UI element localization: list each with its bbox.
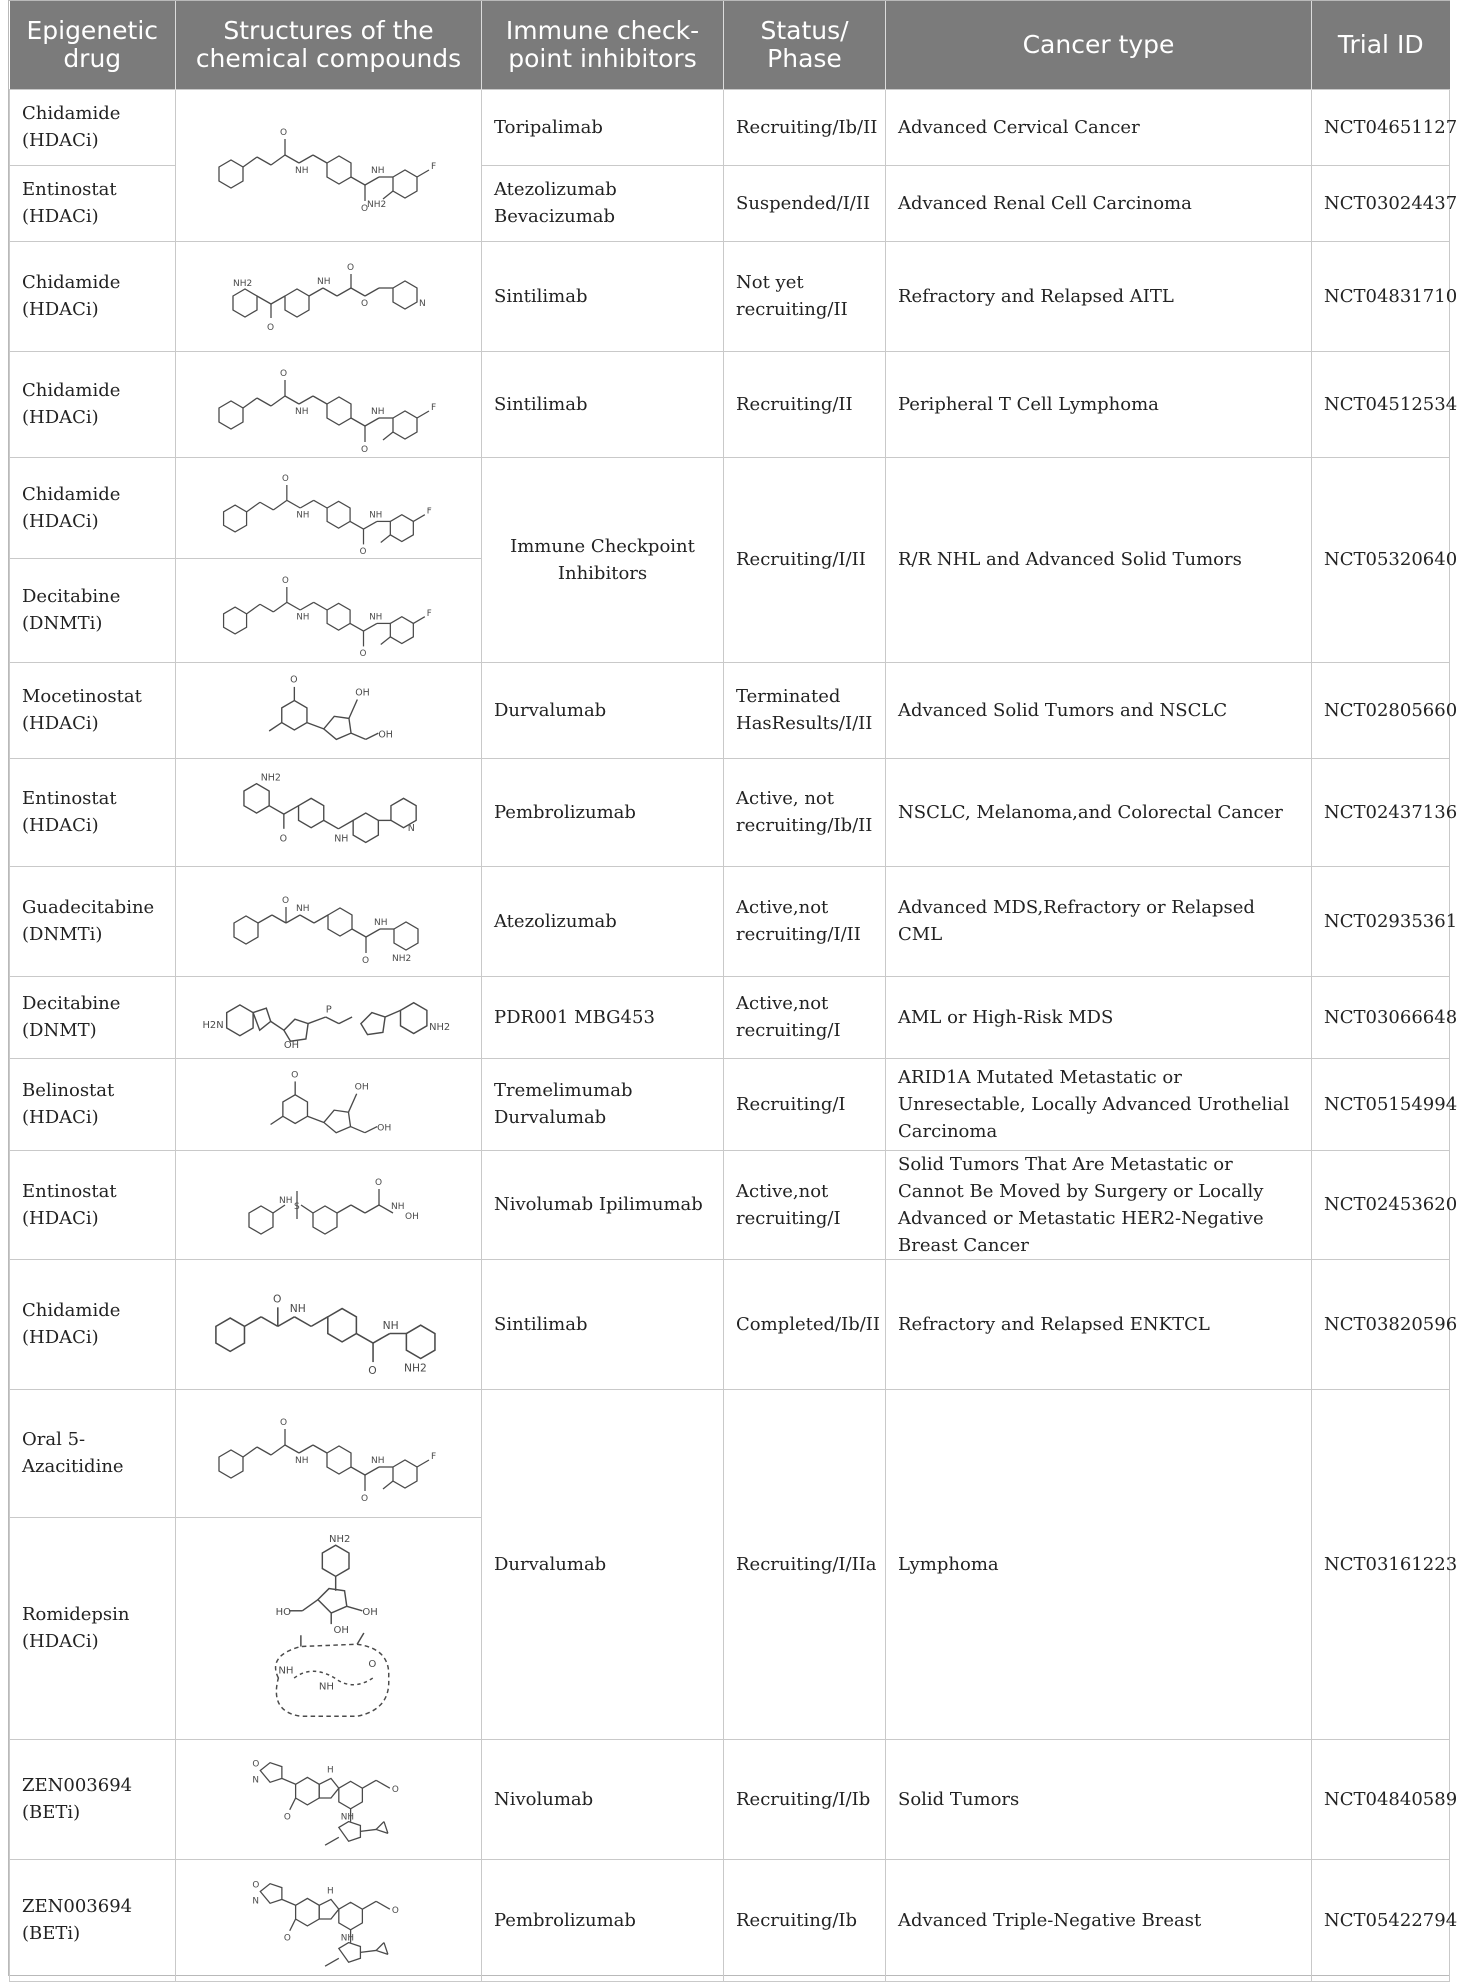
- table-row: [10, 976, 1450, 1058]
- structure-cell: [176, 866, 482, 976]
- table-row: [10, 241, 1450, 351]
- belinostat-structure-icon: [254, 1063, 404, 1145]
- table-row: [10, 758, 1450, 866]
- romidepsin-macrocycle-structure-icon: [244, 1633, 414, 1723]
- trial-id-cell: NCT02935361: [1312, 866, 1450, 976]
- svg-text:O: O: [360, 204, 368, 214]
- svg-text:O: O: [359, 649, 366, 659]
- svg-text:NH: NH: [368, 612, 382, 623]
- drug-cell: Romidepsin (HDACi): [10, 1517, 176, 1739]
- trial-id-cell: NCT05154994: [1312, 1058, 1450, 1150]
- svg-text:NH: NH: [294, 1456, 308, 1466]
- status-cell: Completed/Ib/II: [724, 1259, 886, 1389]
- trial-id-cell: NCT05422794: [1312, 1859, 1450, 1981]
- structure-cell: [176, 976, 482, 1058]
- structure-cell: [176, 241, 482, 351]
- drug-cell: Decitabine (DNMTi): [10, 558, 176, 662]
- trial-id-cell: NCT04512534: [1312, 351, 1450, 457]
- svg-text:NH: NH: [340, 1812, 354, 1823]
- drug-cell: Decitabine (DNMT): [10, 976, 176, 1058]
- trial-id-cell: NCT03066648: [1312, 976, 1450, 1058]
- structure-cell: [176, 558, 482, 662]
- drug-cell: Guadecitabine (DNMTi): [10, 866, 176, 976]
- drug-cell: Chidamide (HDACi): [10, 1259, 176, 1389]
- status-cell: Active,not recruiting/I: [724, 976, 886, 1058]
- status-cell: Recruiting/Ib/II: [724, 89, 886, 165]
- table-row: [10, 1389, 1450, 1517]
- status-cell: Active,not recruiting/I/II: [724, 866, 886, 976]
- header-status-phase: Status/ Phase: [724, 1, 886, 89]
- structure-cell: [176, 89, 482, 241]
- entinostat-structure-icon: [229, 1163, 429, 1247]
- icis-cell: Pembrolizumab: [482, 1859, 724, 1981]
- icis-cell: Pembrolizumab: [482, 758, 724, 866]
- svg-text:OH: OH: [283, 1039, 299, 1051]
- drug-cell: Chidamide (HDACi): [10, 351, 176, 457]
- svg-text:F: F: [426, 608, 432, 619]
- svg-text:NH: NH: [340, 1933, 354, 1944]
- icis-cell: Sintilimab: [482, 241, 724, 351]
- structure-cell: [176, 1150, 482, 1259]
- svg-text:F: F: [430, 403, 436, 413]
- icis-cell: Durvalumab: [482, 1389, 724, 1739]
- cancer-cell: Peripheral T Cell Lymphoma: [886, 351, 1312, 457]
- svg-text:O: O: [281, 473, 289, 484]
- status-cell: Recruiting/II: [724, 351, 886, 457]
- svg-text:F: F: [426, 506, 432, 517]
- svg-text:N: N: [407, 822, 415, 834]
- svg-text:F: F: [430, 162, 436, 172]
- drug-cell: Belinostat (HDACi): [10, 1058, 176, 1150]
- svg-text:OH: OH: [332, 1625, 349, 1636]
- drug-cell: Entinostat (HDACi): [10, 758, 176, 866]
- svg-text:H: H: [326, 1765, 334, 1776]
- svg-text:NH2: NH2: [391, 954, 411, 964]
- zen003694-structure-icon: [229, 1866, 429, 1974]
- svg-text:NH: NH: [333, 833, 348, 845]
- svg-text:O: O: [279, 833, 287, 845]
- drug-cell: Entinostat (HDACi): [10, 1150, 176, 1259]
- drug-cell: Chidamide (HDACi): [10, 457, 176, 558]
- status-cell: Recruiting/I/Ib: [724, 1739, 886, 1859]
- cancer-cell: R/R NHL and Advanced Solid Tumors: [886, 457, 1312, 662]
- status-cell: Recruiting/I/IIa: [724, 1389, 886, 1739]
- svg-text:O: O: [367, 1658, 376, 1670]
- trial-id-cell: NCT03820596: [1312, 1259, 1450, 1389]
- clinical-trials-table: [9, 1, 1458, 1982]
- trial-id-cell: NCT05320640: [1312, 457, 1450, 662]
- mocetinostat-structure-icon: [254, 668, 404, 752]
- cancer-cell: Lymphoma: [886, 1389, 1312, 1739]
- trial-id-cell: NCT04651127: [1312, 89, 1450, 165]
- svg-text:NH2: NH2: [328, 1533, 350, 1545]
- svg-text:O: O: [346, 263, 354, 273]
- azacitidine-structure-icon: [209, 1405, 449, 1504]
- svg-text:NH: NH: [295, 612, 309, 623]
- svg-text:O: O: [281, 896, 289, 906]
- svg-text:O: O: [289, 674, 298, 686]
- svg-text:N: N: [251, 1775, 259, 1786]
- structure-cell: [176, 662, 482, 758]
- trial-id-cell: NCT03024437: [1312, 165, 1450, 241]
- drug-cell: Chidamide (HDACi): [10, 89, 176, 165]
- drug-cell: Oral 5-Azacitidine: [10, 1389, 176, 1517]
- svg-text:OH: OH: [376, 1122, 391, 1134]
- svg-text:NH: NH: [294, 407, 308, 417]
- svg-text:N: N: [418, 299, 426, 309]
- icis-cell: Sintilimab: [482, 351, 724, 457]
- svg-text:O: O: [266, 323, 274, 333]
- svg-text:O: O: [367, 1364, 377, 1377]
- svg-text:O: O: [279, 1418, 287, 1428]
- table-row: [10, 1739, 1450, 1859]
- status-cell: Suspended/I/II: [724, 165, 886, 241]
- icis-cell: Atezolizumab: [482, 866, 724, 976]
- svg-text:P: P: [325, 1004, 332, 1016]
- svg-text:OH: OH: [404, 1211, 419, 1222]
- svg-text:H2N: H2N: [202, 1020, 224, 1031]
- cancer-cell: Refractory and Relapsed AITL: [886, 241, 1312, 351]
- header-epigenetic-drug: Epigenetic drug: [10, 1, 176, 89]
- cancer-cell: Solid Tumors: [886, 1739, 1312, 1859]
- entinostat-structure-icon: [229, 770, 429, 854]
- icis-cell: Toripalimab: [482, 89, 724, 165]
- svg-text:O: O: [391, 1785, 399, 1796]
- svg-text:O: O: [290, 1069, 298, 1081]
- svg-text:O: O: [360, 1494, 368, 1504]
- structure-cell: [176, 1739, 482, 1859]
- drug-cell: Chidamide (HDACi): [10, 241, 176, 351]
- status-cell: Recruiting/I/II: [724, 457, 886, 662]
- cancer-cell: AML or High-Risk MDS: [886, 976, 1312, 1058]
- status-cell: Active,not recruiting/I: [724, 1150, 886, 1259]
- svg-text:OH: OH: [354, 687, 370, 699]
- status-cell: Active, not recruiting/Ib/II: [724, 758, 886, 866]
- svg-text:O: O: [251, 1759, 259, 1770]
- structure-cell: [176, 1389, 482, 1517]
- svg-text:O: O: [374, 1177, 382, 1188]
- status-cell: Not yet recruiting/II: [724, 241, 886, 351]
- chidamide-structure-icon: [209, 462, 449, 557]
- cancer-cell: Advanced MDS,Refractory or Relapsed CML: [886, 866, 1312, 976]
- svg-text:O: O: [391, 1906, 399, 1917]
- header-cancer-type: Cancer type: [886, 1, 1312, 89]
- table-row: [10, 866, 1450, 976]
- svg-text:NH: NH: [390, 1201, 404, 1212]
- structure-cell: [176, 1859, 482, 1981]
- header-structures: Structures of the chemical compounds: [176, 1, 482, 89]
- table-row: [10, 1859, 1450, 1981]
- trial-id-cell: NCT03161223: [1312, 1389, 1450, 1739]
- svg-text:F: F: [430, 1452, 436, 1462]
- svg-text:O: O: [283, 1812, 291, 1823]
- drug-cell: ZEN003694 (BETi): [10, 1859, 176, 1981]
- table-row: [10, 457, 1450, 558]
- svg-text:O: O: [251, 1880, 259, 1891]
- structure-cell: [176, 1259, 482, 1389]
- svg-text:O: O: [283, 1933, 291, 1944]
- clinical-trials-table-frame: [8, 0, 1458, 1976]
- svg-text:OH: OH: [354, 1081, 369, 1093]
- svg-text:NH2: NH2: [232, 279, 252, 289]
- chidamide-structure-icon: [209, 356, 449, 455]
- svg-text:NH: NH: [278, 1195, 292, 1206]
- svg-text:NH: NH: [295, 904, 309, 914]
- svg-text:O: O: [272, 1292, 281, 1306]
- cancer-cell: Solid Tumors That Are Metastatic or Cannot Be Moved by Surgery or Locally Advanced or Metastatic HER2-Negative Breast Cancer: [886, 1150, 1312, 1259]
- svg-text:S: S: [293, 1201, 300, 1212]
- trial-id-cell: NCT04840589: [1312, 1739, 1450, 1859]
- chidamide-structure-icon: [209, 115, 449, 215]
- drug-cell: ZEN003694 (BETi): [10, 1739, 176, 1859]
- svg-text:H: H: [326, 1886, 334, 1897]
- icis-cell: Nivolumab: [482, 1739, 724, 1859]
- decitabine-structure-icon: [209, 564, 449, 659]
- structure-cell: [176, 457, 482, 558]
- svg-text:O: O: [360, 299, 368, 309]
- icis-cell: PDR001 MBG453: [482, 976, 724, 1058]
- svg-text:HO: HO: [275, 1607, 291, 1619]
- svg-text:O: O: [279, 369, 287, 379]
- cancer-cell: Advanced Cervical Cancer: [886, 89, 1312, 165]
- svg-text:NH: NH: [370, 407, 384, 417]
- drug-cell: Mocetinostat (HDACi): [10, 662, 176, 758]
- icis-cell: Tremelimumab Durvalumab: [482, 1058, 724, 1150]
- svg-text:NH: NH: [370, 166, 384, 176]
- cancer-cell: Refractory and Relapsed ENKTCL: [886, 1259, 1312, 1389]
- structure-cell: [176, 351, 482, 457]
- svg-text:NH: NH: [373, 918, 387, 928]
- icis-cell: Sintilimab: [482, 1259, 724, 1389]
- structure-cell: [176, 1058, 482, 1150]
- table-row: [10, 1058, 1450, 1150]
- table-row: [10, 89, 1450, 165]
- svg-text:NH2: NH2: [366, 200, 386, 210]
- decitabine-structure-icon: [194, 984, 464, 1050]
- icis-cell: Atezolizumab Bevacizumab: [482, 165, 724, 241]
- svg-text:NH: NH: [294, 166, 308, 176]
- zen003694-structure-icon: [229, 1745, 429, 1853]
- svg-text:N: N: [251, 1896, 259, 1907]
- svg-text:OH: OH: [377, 729, 393, 741]
- svg-text:O: O: [361, 956, 369, 966]
- trial-id-cell: NCT02437136: [1312, 758, 1450, 866]
- drug-cell: Entinostat (HDACi): [10, 165, 176, 241]
- structure-cell: [176, 758, 482, 866]
- chidamide-structure-icon: [204, 1274, 454, 1377]
- icis-cell: Nivolumab Ipilimumab: [482, 1150, 724, 1259]
- table-row: [10, 662, 1450, 758]
- chidamide-structure-icon: [219, 256, 439, 336]
- status-cell: Recruiting/I: [724, 1058, 886, 1150]
- svg-text:NH: NH: [277, 1665, 294, 1677]
- svg-text:NH2: NH2: [428, 1022, 450, 1034]
- svg-text:NH: NH: [382, 1318, 399, 1332]
- svg-text:O: O: [281, 576, 289, 587]
- cancer-cell: Advanced Solid Tumors and NSCLC: [886, 662, 1312, 758]
- guadecitabine-structure-icon: [224, 879, 434, 966]
- svg-text:NH2: NH2: [260, 772, 281, 784]
- svg-text:O: O: [360, 445, 368, 455]
- cancer-cell: NSCLC, Melanoma,and Colorectal Cancer: [886, 758, 1312, 866]
- svg-text:NH: NH: [370, 1456, 384, 1466]
- romidepsin-nucleoside-structure-icon: [259, 1533, 399, 1636]
- table-row: [10, 1259, 1450, 1389]
- svg-text:NH: NH: [295, 510, 309, 521]
- table-row: [10, 351, 1450, 457]
- status-cell: Recruiting/Ib: [724, 1859, 886, 1981]
- svg-text:NH: NH: [289, 1302, 306, 1316]
- structure-cell: [176, 1517, 482, 1739]
- trial-id-cell: NCT04831710: [1312, 241, 1450, 351]
- header-immune-checkpoint-inhibitors: Immune check-point inhibitors: [482, 1, 724, 89]
- svg-text:NH: NH: [316, 277, 330, 287]
- icis-cell: Immune Checkpoint Inhibitors: [482, 457, 724, 662]
- table-row: [10, 1150, 1450, 1259]
- svg-text:O: O: [279, 128, 287, 138]
- svg-text:NH: NH: [318, 1681, 334, 1693]
- cancer-cell: Advanced Renal Cell Carcinoma: [886, 165, 1312, 241]
- status-cell: Terminated HasResults/I/II: [724, 662, 886, 758]
- header-trial-id: Trial ID: [1312, 1, 1450, 89]
- header-row: [10, 1, 1450, 89]
- svg-text:NH: NH: [368, 510, 382, 521]
- trial-id-cell: NCT02805660: [1312, 662, 1450, 758]
- svg-text:NH2: NH2: [403, 1361, 427, 1375]
- cancer-cell: ARID1A Mutated Metastatic or Unresectable, Locally Advanced Urothelial Carcinoma: [886, 1058, 1312, 1150]
- svg-text:O: O: [359, 546, 366, 557]
- trial-id-cell: NCT02453620: [1312, 1150, 1450, 1259]
- icis-cell: Durvalumab: [482, 662, 724, 758]
- cancer-cell: Advanced Triple-Negative Breast: [886, 1859, 1312, 1981]
- svg-text:OH: OH: [361, 1607, 378, 1619]
